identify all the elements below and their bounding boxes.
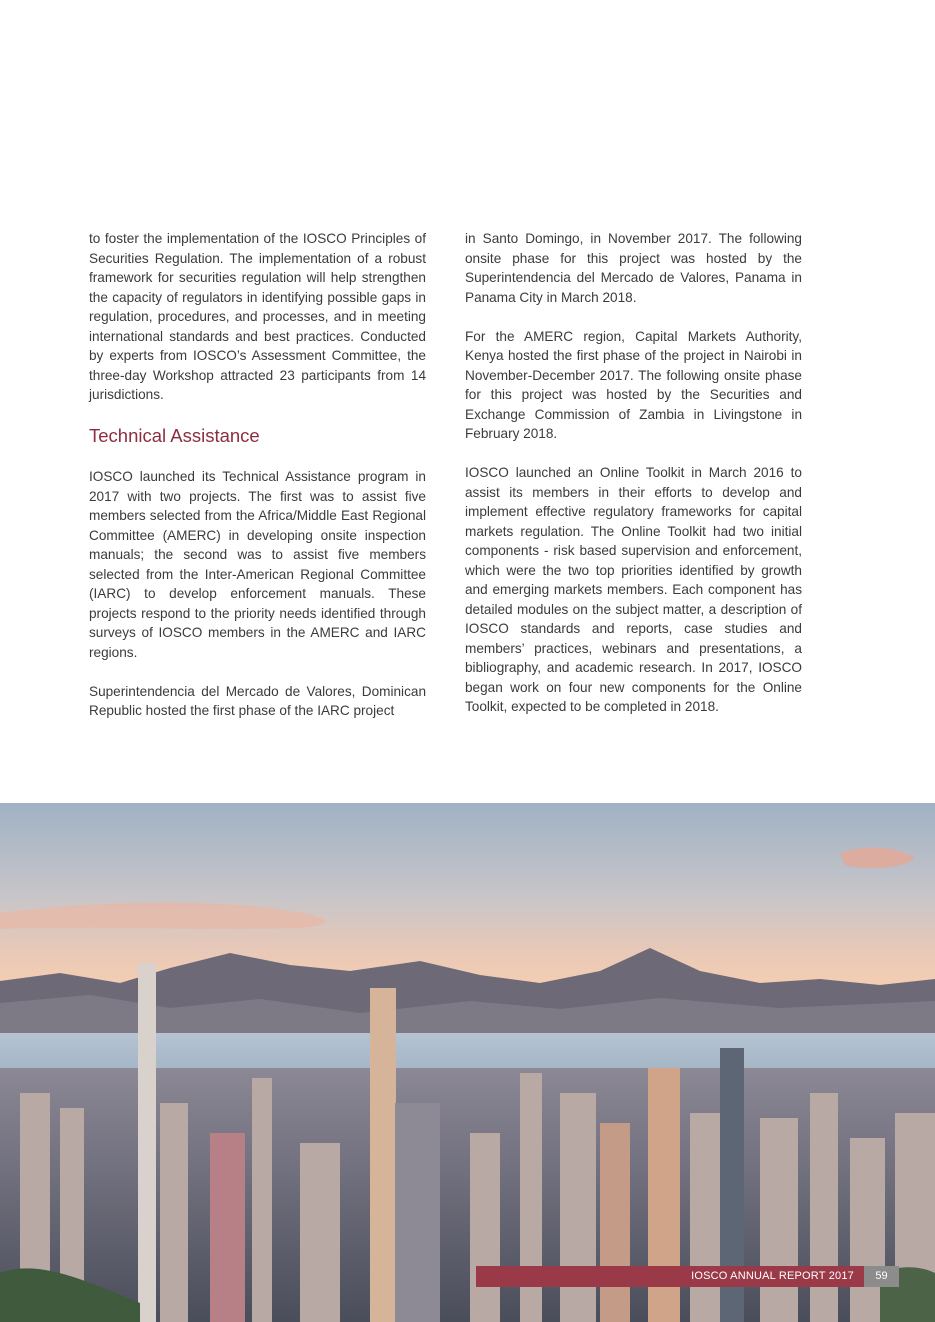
- left-column: [89, 229, 426, 740]
- city-skyline-photo: [0, 803, 935, 1322]
- right-paragraph-3: IOSCO launched an Online Toolkit in March 2016 to assist its members in their efforts to develop and implement effective regulatory frameworks for capital markets regulation. The Online Toolkit had two initial components - risk based supervision and enforcement, which were the two top priorities identified by growth and emerging markets members. Each component has detailed modules on the subject matter, a description of IOSCO standards and reports, case studies and members’ practices, webinars and presentations, a bibliography, and academic research. In 2017, IOSCO began work on four new components for the Online Toolkit, expected to be completed in 2018.: [465, 465, 802, 714]
- right-column: [465, 229, 802, 736]
- left-paragraph-3: Superintendencia del Mercado de Valores, Dominican Republic hosted the first phase of the IARC project: [89, 683, 426, 718]
- right-paragraph-2: For the AMERC region, Capital Markets Authority, Kenya hosted the first phase of the project in Nairobi in November-December 2017. The following onsite phase for this project was hosted by the Securities and Exchange Commission of Zambia in Livingstone in February 2018.: [465, 328, 802, 441]
- footer-bar: [476, 1266, 864, 1287]
- section-heading-technical-assistance: Technical Assistance: [89, 425, 260, 446]
- footer-report-label: IOSCO ANNUAL REPORT 2017: [691, 1270, 854, 1282]
- left-paragraph-1: to foster the implementation of the IOSCO Principles of Securities Regulation. The implementation of a robust framework for securities regulation will help strengthen the capacity of regulators in identifying possible gaps in regulation, procedures, and processes, and in meeting international standards and best practices. Conducted by experts from IOSCO’s Assessment Committee, the three-day Workshop attracted 23 participants from 14 jurisdictions.: [89, 231, 426, 402]
- page-number: 59: [864, 1266, 899, 1287]
- right-paragraph-1: in Santo Domingo, in November 2017. The following onsite phase for this project was hosted by the Superintendencia del Mercado de Valores, Panama in Panama City in March 2018.: [465, 231, 802, 305]
- left-paragraph-2: IOSCO launched its Technical Assistance program in 2017 with two projects. The first was to assist five members selected from the Africa/Middle East Regional Committee (AMERC) in developing onsite inspection manuals; the second was to assist five members selected from the Inter-American Regional Committee (IARC) to develop enforcement manuals. These projects respond to the priority needs identified through surveys of IOSCO members in the AMERC and IARC regions.: [89, 469, 426, 660]
